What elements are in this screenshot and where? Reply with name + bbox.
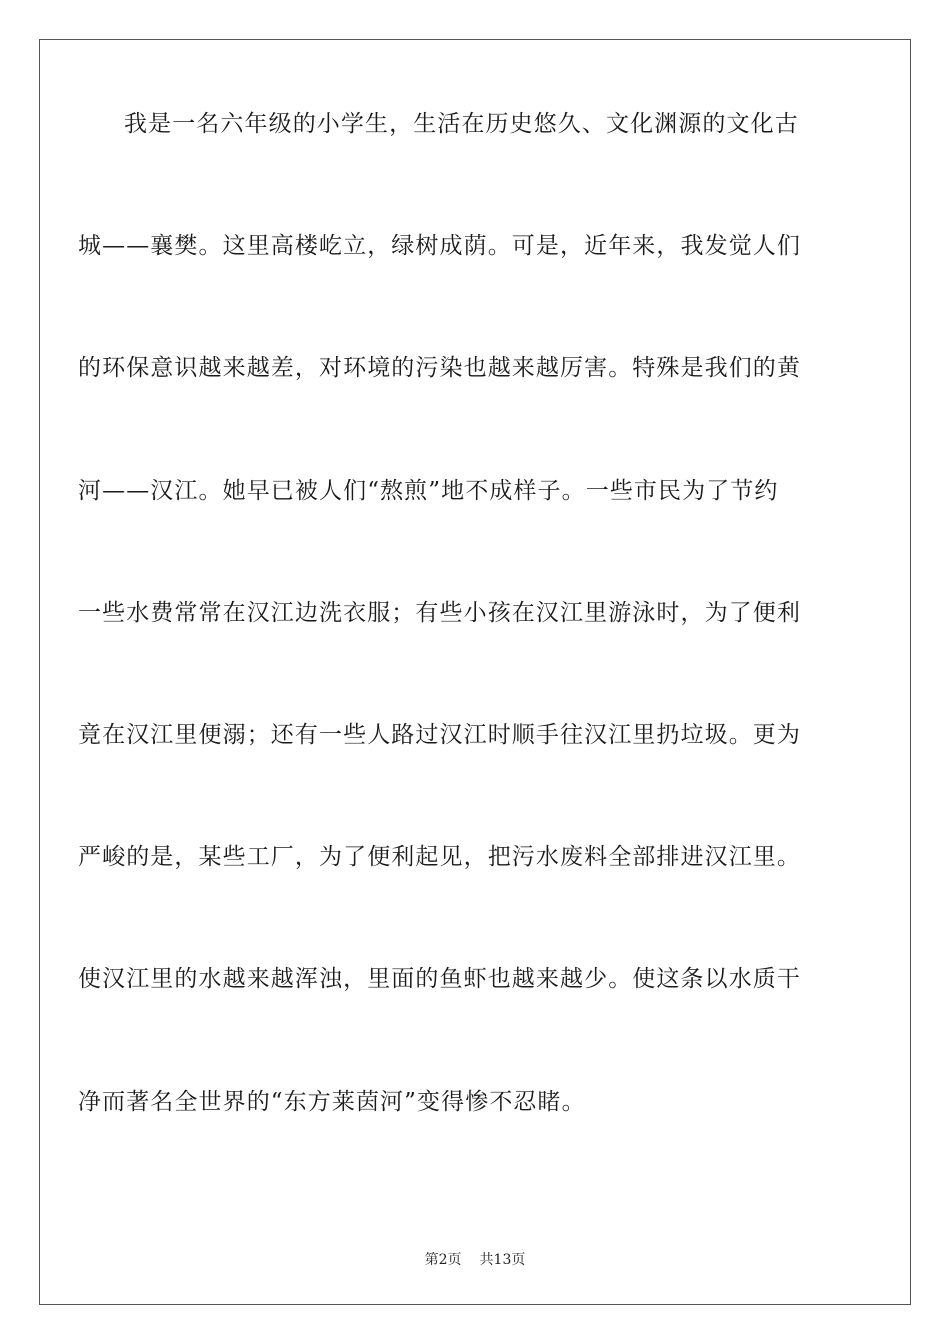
text-line: 的环保意识越来越差，对环境的污染也越来越厉害。特殊是我们的黄 [78,355,801,382]
page-total: 共13页 [479,1252,526,1268]
text-line: 城——襄樊。这里高楼屹立，绿树成荫。可是，近年来，我发觉人们 [78,233,801,260]
text-line: 我是一名六年级的小学生，生活在历史悠久、文化渊源的文化古 [124,111,799,137]
text-line: 使汉江里的水越来越浑浊，里面的鱼虾也越来越少。使这条以水质干 [78,966,801,993]
page-number: 第2页 [424,1252,462,1268]
text-line: 河——汉江。她早已被人们“熬煎”地不成样子。一些市民为了节约 [78,477,779,504]
document-body [78,108,838,1208]
text-line: 严峻的是，某些工厂，为了便利起见，把污水废料全部排进汉江里。 [78,844,801,871]
text-line: 一些水费常常在汉江边洗衣服；有些小孩在汉江里游泳时，为了便利 [78,599,801,626]
text-line: 净而著名全世界的“东方莱茵河”变得惨不忍睹。 [78,1088,586,1115]
text-line: 竟在汉江里便溺；还有一些人路过汉江时顺手往汉江里扔垃圾。更为 [78,721,801,748]
page-footer [0,1249,950,1269]
